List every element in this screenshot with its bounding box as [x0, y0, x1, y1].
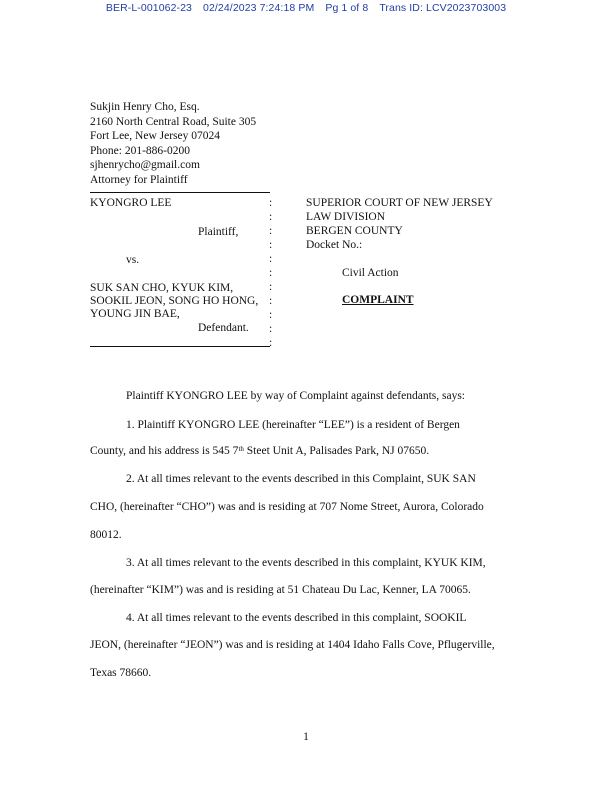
caption-colon: :	[269, 267, 273, 279]
court-name: SUPERIOR COURT OF NEW JERSEY	[306, 197, 493, 209]
civil-action-label: Civil Action	[342, 267, 399, 279]
paragraph-3-line-1: 3. At all times relevant to the events described in this complaint, KYUK KIM,	[126, 557, 486, 569]
defendants-line-1: SUK SAN CHO, KYUK KIM,	[90, 282, 234, 294]
caption-colon: :	[269, 253, 273, 265]
caption-colon: :	[269, 197, 273, 209]
caption-colon: :	[269, 239, 273, 251]
caption-colon: :	[269, 281, 273, 293]
ordinal-suffix: th	[238, 445, 244, 453]
attorney-name: Sukjin Henry Cho, Esq.	[90, 101, 200, 113]
filing-datetime: 02/24/2023 7:24:18 PM	[203, 2, 315, 14]
caption-colon: :	[269, 211, 273, 223]
paragraph-1-line-1: 1. Plaintiff KYONGRO LEE (hereinafter “LEE”) is a resident of Bergen	[126, 419, 460, 431]
caption-colon: :	[269, 337, 273, 349]
attorney-role: Attorney for Plaintiff	[90, 173, 188, 186]
caption-colon: :	[269, 323, 273, 335]
paragraph-1-line-2-rest: Steet Unit A, Palisades Park, NJ 07650.	[243, 445, 430, 457]
caption-bottom-rule	[90, 346, 270, 347]
filing-page-count: Pg 1 of 8	[325, 2, 369, 14]
paragraph-2-line-1: 2. At all times relevant to the events described in this Complaint, SUK SAN	[126, 473, 476, 485]
court-county: BERGEN COUNTY	[306, 225, 403, 237]
plaintiff-name: KYONGRO LEE	[90, 197, 172, 209]
defendant-label: Defendant.	[198, 322, 249, 334]
plaintiff-label: Plaintiff,	[198, 226, 239, 238]
paragraph-3-line-2: (hereinafter “KIM”) was and is residing at 51 Chateau Du Lac, Kenner, LA 70065.	[90, 584, 471, 596]
attorney-phone: Phone: 201-886-0200	[90, 144, 190, 157]
attorney-block	[90, 100, 256, 187]
paragraph-4-line-2: JEON, (hereinafter “JEON”) was and is residing at 1404 Idaho Falls Cove, Pflugerville,	[90, 639, 495, 651]
attorney-email: sjhenrycho@gmail.com	[90, 159, 200, 171]
defendants-line-3: YOUNG JIN BAE,	[90, 308, 180, 320]
paragraph-1-line-2	[90, 444, 520, 459]
caption-top-rule	[90, 192, 270, 193]
court-division: LAW DIVISION	[306, 211, 386, 223]
paragraph-4-line-3: Texas 78660.	[90, 667, 152, 679]
document-title: COMPLAINT	[342, 294, 414, 306]
page-number: 1	[303, 731, 309, 743]
defendants-line-2: SOOKIL JEON, SONG HO HONG,	[90, 295, 259, 307]
caption-colon: :	[269, 225, 273, 237]
paragraph-4-line-1: 4. At all times relevant to the events described in this complaint, SOOKIL	[126, 612, 467, 624]
attorney-address-line2: Fort Lee, New Jersey 07024	[90, 130, 220, 142]
versus-label: vs.	[126, 254, 140, 266]
filing-docket-number: BER-L-001062-23	[105, 2, 192, 14]
caption-colon: :	[269, 309, 273, 321]
filing-trans-id: Trans ID: LCV2023703003	[379, 2, 507, 14]
paragraph-2-line-2: CHO, (hereinafter “CHO”) was and is residing at 707 Nome Street, Aurora, Colorado	[90, 501, 484, 513]
filing-header-stamp	[0, 2, 612, 14]
docket-number-label: Docket No.:	[306, 239, 363, 251]
complaint-intro: Plaintiff KYONGRO LEE by way of Complaint against defendants, says:	[126, 390, 465, 402]
attorney-address-line1: 2160 North Central Road, Suite 305	[90, 115, 257, 128]
paragraph-2-line-3: 80012.	[90, 529, 122, 541]
paragraph-1-line-2-text: County, and his address is 545 7	[90, 445, 239, 457]
caption-colon: :	[269, 295, 273, 307]
